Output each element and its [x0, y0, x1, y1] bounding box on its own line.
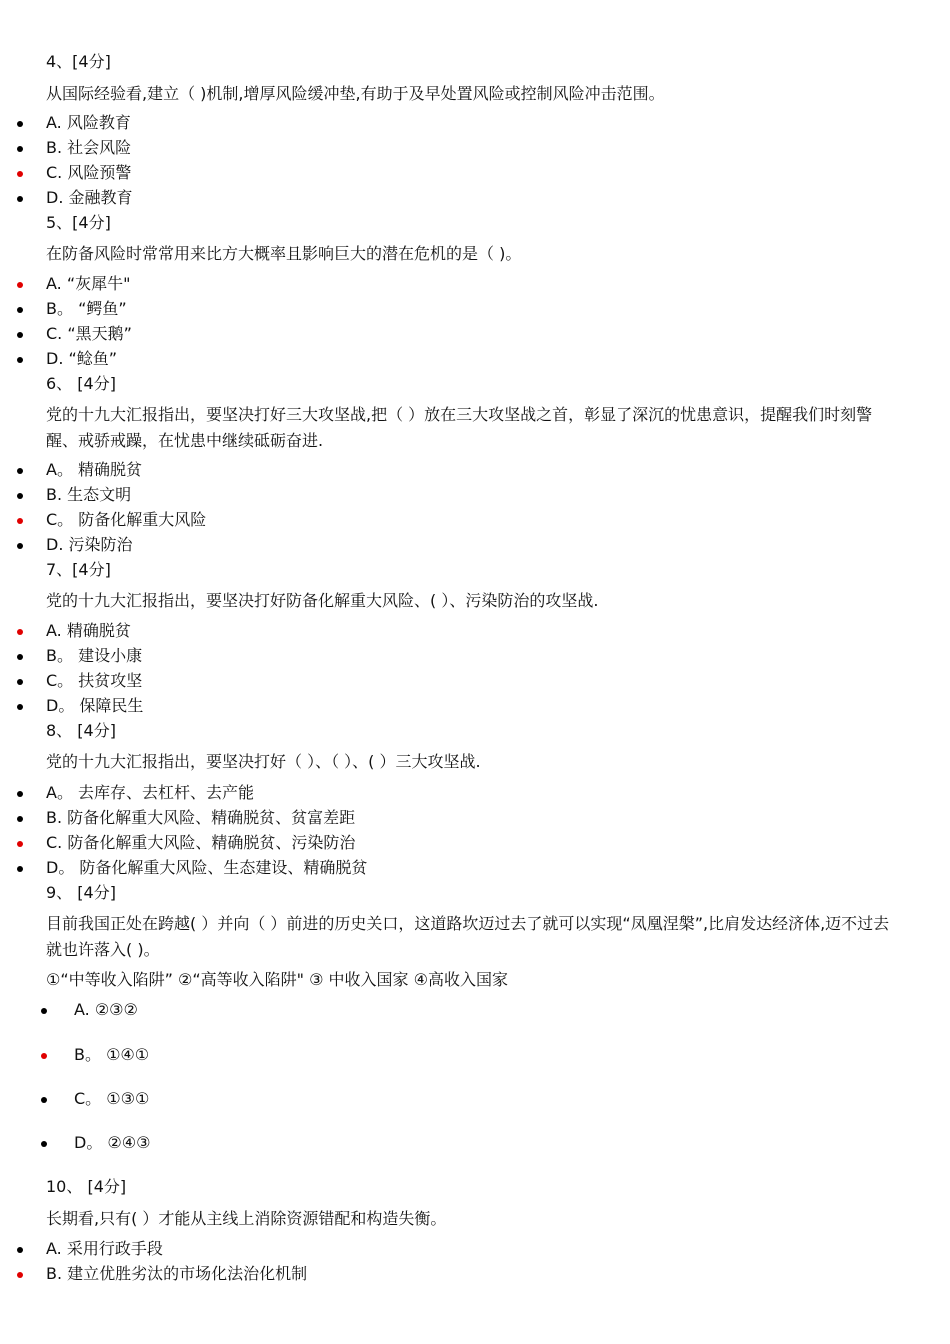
- option-c[interactable]: C。 扶贫攻坚: [46, 671, 143, 690]
- bullet-icon-marked: [17, 1272, 23, 1278]
- bullet-icon: [17, 357, 23, 363]
- option-b[interactable]: B. 建立优胜劣汰的市场化法治化机制: [46, 1264, 308, 1283]
- bullet-icon: [17, 1247, 23, 1253]
- question-stem: 长期看,只有( ）才能从主线上消除资源错配和构造失衡。: [46, 1209, 447, 1228]
- bullet-icon-marked: [17, 282, 23, 288]
- bullet-icon: [41, 1008, 47, 1014]
- bullet-icon: [41, 1141, 47, 1147]
- option-b[interactable]: B. 防备化解重大风险、精确脱贫、贫富差距: [46, 808, 356, 827]
- option-c[interactable]: C。 ①③①: [74, 1089, 150, 1108]
- bullet-icon: [17, 791, 23, 797]
- bullet-icon-marked: [17, 629, 23, 635]
- bullet-icon: [17, 332, 23, 338]
- option-b[interactable]: B。 建设小康: [46, 646, 143, 665]
- bullet-icon: [17, 866, 23, 872]
- bullet-icon-marked: [17, 841, 23, 847]
- option-b[interactable]: B. 生态文明: [46, 485, 132, 504]
- bullet-icon: [17, 654, 23, 660]
- bullet-icon-marked: [17, 518, 23, 524]
- question-header: 7、[4分]: [46, 560, 111, 579]
- question-note: ①“中等收入陷阱” ②“高等收入陷阱" ③ 中收入国家 ④高收入国家: [46, 970, 508, 989]
- question-header: 5、[4分]: [46, 213, 111, 232]
- option-a[interactable]: A。 去库存、去杠杆、去产能: [46, 783, 255, 802]
- option-a[interactable]: A. ②③②: [74, 1000, 138, 1019]
- option-b[interactable]: B. 社会风险: [46, 138, 132, 157]
- option-a[interactable]: A. “灰犀牛": [46, 274, 131, 293]
- option-c[interactable]: C. 防备化解重大风险、精确脱贫、污染防治: [46, 833, 356, 852]
- bullet-icon: [17, 679, 23, 685]
- option-d[interactable]: D。 保障民生: [46, 696, 144, 715]
- bullet-icon-marked: [41, 1053, 47, 1059]
- bullet-icon: [41, 1097, 47, 1103]
- option-d[interactable]: D. 污染防治: [46, 535, 133, 554]
- question-stem: 从国际经验看,建立（ )机制,增厚风险缓冲垫,有助于及早处置风险或控制风险冲击范围。: [46, 84, 665, 103]
- bullet-icon: [17, 543, 23, 549]
- bullet-icon: [17, 468, 23, 474]
- question-stem: 党的十九大汇报指出，要坚决打好三大攻坚战,把（ ）放在三大攻坚战之首，彰显了深沉的忧患意识，提醒我们时刻警醒、戒骄戒躁，在忧患中继续砥砺奋进.: [46, 405, 873, 450]
- option-a[interactable]: A. 精确脱贫: [46, 621, 131, 640]
- question-stem: 目前我国正处在跨越( ）并向（ ）前进的历史关口，这道路坎迈过去了就可以实现“凤凰涅槃”,比肩发达经济体,迈不过去就也许落入( )。: [46, 914, 890, 959]
- question-header: 8、 [4分]: [46, 721, 116, 740]
- option-a[interactable]: A. 风险教育: [46, 113, 131, 132]
- bullet-icon: [17, 704, 23, 710]
- question-header: 9、 [4分]: [46, 883, 116, 902]
- question-header: 10、 [4分]: [46, 1177, 127, 1196]
- bullet-icon: [17, 196, 23, 202]
- bullet-icon: [17, 307, 23, 313]
- question-stem: 在防备风险时常常用来比方大概率且影响巨大的潜在危机的是（ )。: [46, 244, 522, 263]
- bullet-icon-marked: [17, 171, 23, 177]
- bullet-icon: [17, 121, 23, 127]
- option-d[interactable]: D. 金融教育: [46, 188, 133, 207]
- bullet-icon: [17, 146, 23, 152]
- bullet-icon: [17, 816, 23, 822]
- option-c[interactable]: C。 防备化解重大风险: [46, 510, 207, 529]
- option-d[interactable]: D。 防备化解重大风险、生态建设、精确脱贫: [46, 858, 368, 877]
- option-b[interactable]: B。 “鳄鱼”: [46, 299, 127, 318]
- option-c[interactable]: C. 风险预警: [46, 163, 132, 182]
- option-d[interactable]: D. “鲶鱼”: [46, 349, 118, 368]
- question-stem: 党的十九大汇报指出，要坚决打好（ ）、（ ）、( ）三大攻坚战.: [46, 752, 481, 771]
- option-a[interactable]: A。 精确脱贫: [46, 460, 143, 479]
- option-b[interactable]: B。 ①④①: [74, 1045, 150, 1064]
- question-stem: 党的十九大汇报指出，要坚决打好防备化解重大风险、( ）、污染防治的攻坚战.: [46, 591, 599, 610]
- option-c[interactable]: C. “黑天鹅”: [46, 324, 132, 343]
- option-a[interactable]: A. 采用行政手段: [46, 1239, 163, 1258]
- question-header: 6、 [4分]: [46, 374, 116, 393]
- bullet-icon: [17, 493, 23, 499]
- option-d[interactable]: D。 ②④③: [74, 1133, 151, 1152]
- question-header: 4、[4分]: [46, 52, 111, 71]
